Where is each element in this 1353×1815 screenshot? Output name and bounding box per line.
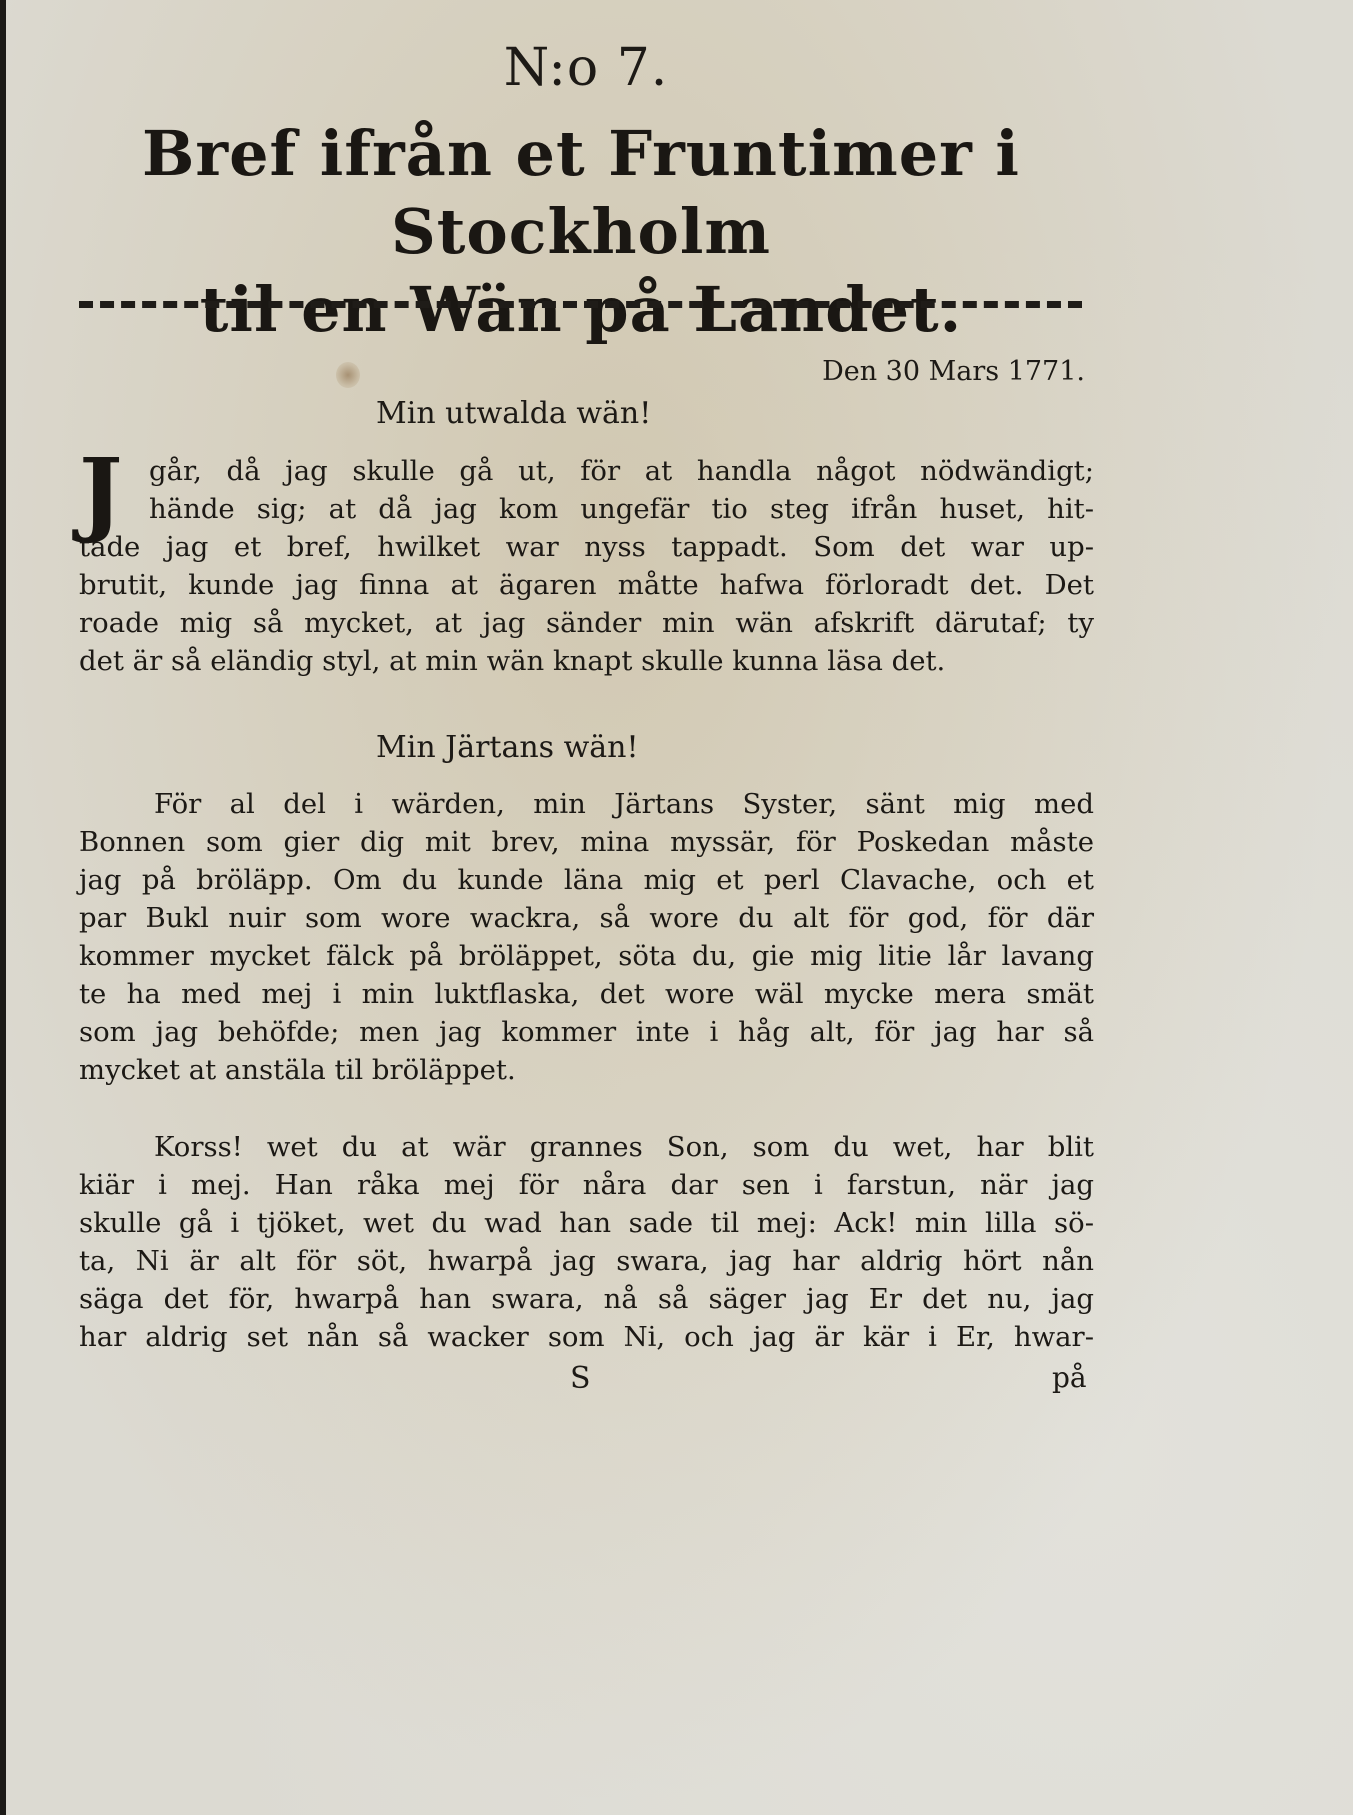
text-line: tade jag et bref, hwilket war nyss tappadt. Som det war up- [79, 531, 1094, 563]
issue-number: N:o 7. [503, 38, 669, 98]
salutation-first: Min utwalda wän! [376, 396, 652, 431]
page-title [66, 115, 1096, 349]
paragraph-intro [79, 452, 1094, 680]
text-line: Bonnen som gier dig mit brev, mina myssär, för Poskedan måste [79, 826, 1094, 858]
text-line: brutit, kunde jag finna at ägaren måtte hafwa förloradt det. Det [79, 569, 1094, 601]
title-divider-rule [79, 301, 1082, 308]
text-line: säga det för, hwarpå han swara, nå så säger jag Er det nu, jag [79, 1283, 1094, 1315]
text-line: te ha med mej i min luktflaska, det wore wäl mycke mera smät [79, 978, 1094, 1010]
text-line: jag på bröläpp. Om du kunde läna mig et perl Clavache, och et [79, 864, 1094, 896]
text-line: mycket at anstäla til bröläppet. [79, 1054, 516, 1086]
paragraph-letter-1 [79, 785, 1094, 1089]
text-line: det är så eländig styl, at min wän knapt skulle kunna läsa det. [79, 645, 946, 677]
text-line: hände sig; at då jag kom ungefär tio steg ifrån huset, hit- [149, 493, 1094, 525]
text-line: skulle gå i tjöket, wet du wad han sade til mej: Ack! min lilla sö- [79, 1207, 1094, 1239]
text-line: har aldrig set nån så wacker som Ni, och jag är kär i Er, hwar- [79, 1321, 1094, 1353]
signature-mark: S [570, 1361, 591, 1396]
text-line: kiär i mej. Han råka mej för nåra dar sen i farstun, när jag [79, 1169, 1094, 1201]
text-line: roade mig så mycket, at jag sänder min wän afskrift därutaf; ty [79, 607, 1094, 639]
title-line-1: Bref ifrån et Fruntimer i Stockholm [142, 117, 1020, 268]
text-line: För al del i wärden, min Järtans Syster, sänt mig med [154, 788, 1094, 820]
text-line: ta, Ni är alt för söt, hwarpå jag swara, jag har aldrig hört nån [79, 1245, 1094, 1277]
paragraph-letter-2 [79, 1128, 1094, 1356]
paper-stain [336, 362, 360, 388]
catchword: på [1052, 1361, 1087, 1394]
text-line: Korss! wet du at wär grannes Son, som du wet, har blit [154, 1131, 1094, 1163]
salutation-second: Min Järtans wän! [376, 730, 639, 765]
drop-cap: J [79, 438, 123, 546]
title-line-2: til en Wän på Landet. [199, 273, 963, 346]
text-line: par Bukl nuir som wore wackra, så wore du alt för god, för där [79, 902, 1094, 934]
text-line: går, då jag skulle gå ut, för at handla något nödwändigt; [149, 455, 1094, 487]
page [6, 0, 1353, 1815]
letter-date: Den 30 Mars 1771. [822, 356, 1085, 387]
text-line: som jag behöfde; men jag kommer inte i håg alt, för jag har så [79, 1016, 1094, 1048]
text-line: kommer mycket fälck på bröläppet, söta du, gie mig litie lår lavang [79, 940, 1094, 972]
